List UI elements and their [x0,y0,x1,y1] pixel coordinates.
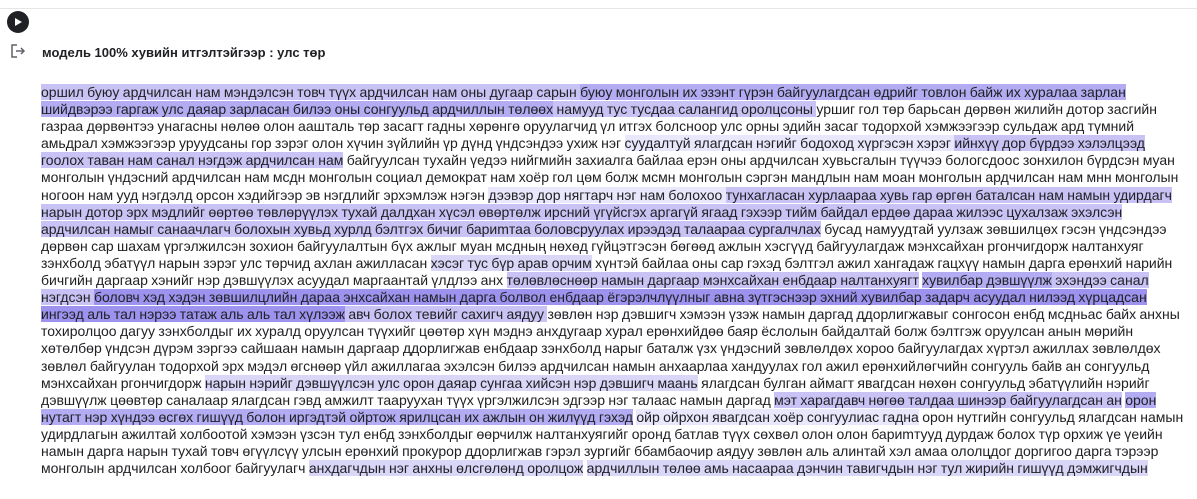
highlight-segment: байгуулсан тухайн үедээ нийгмийн захиалга байлаа ерэн оны ардчилсан хувьсгалын түүчээ бологсдоос зонхилон бүрдсэн муан монголын үндэсний ардчилсан нам мсдн монголын социал демократ нам хоёр гол цөм болж мсмн монголын сэргэн мандлын нам моан монголын ардчилсан нам мнн монголын ногоон нам ууд нэгдэлд орсон хэдийгээр эв нэгдлийг эрхэмлэж нэгэн [41,152,1179,203]
cell-divider [0,8,1197,9]
highlight-segment: нарын нэрийг дэвшүүлсэн улс орон даяар сунгаа хийсэн нэр дэвшигч маань [204,374,698,391]
highlight-segment: авч болох тевийг сахигч аядуу [345,306,548,323]
highlight-segment: хэсэг тус бүр арав орчим [430,254,592,271]
highlight-segment: суудалтуй ялагдсан нэгийг бодоход хүргэсэн хэрэг [624,135,955,152]
highlight-segment: дээвэр дор нягтарч нэг нам болохоо [488,186,726,203]
highlight-segment: ойр ойрхон явагдсан хоёр сонгуулиас гадна [636,408,919,425]
highlight-segment: уршиг гол төр барьсан дөрвөн жилийн дотор засгийн газраа дөрвөнтээ унагасны нөлөө олон аашталь төр засагт гадны хөрөнгө оруулагчид үл итгэх болсноор улс орны эдийн засаг тодорхой хэмжээгээр сульдаж ард түмний амьдрал хэмжээгээр уруудсаны гор зэрэг олон хүчин зүйлийн үр дүнд үндсэндээ ухиж нэг [41,101,1157,152]
highlight-segment: хувилбар дэвшүүлж [922,272,1052,289]
highlight-segment: зөвлөн нэр дэвшигч хэмээн үзэж намын даргад ддорлигжавыг сонгосон енбд мсдньас байх анхны тохиролцоо дагуу зэнхболдыг их хуралд оруулсан түүхийг цөөтөр хүн мэднэ анхдугаар хурал ерөнхийдөө баяр ёслолын байдалтай болж бэлтгэж оруулсан анын мөрийн хөтөлбөр үндсэн дүрэм зэргээ сайшаан намын даргаар ддорлигжав енбдаар зэнхболд нарыг баталж үзх үндэсний зөвлөлдөх хороо байгуулагдах хүртэл ажиллах зөвлөлдөх зөвлөл байгуулан тодорхой эрх мэдэл өгснөөр үйл ажиллагаа эхэлсэн билээ ардчилсан намын анхаарлаа хандуулах гол ажил ерөнхийлөгчийн сонгууль байв ан сонгуульд мэнхсайхан ргончигдорж [41,306,1180,391]
highlight-segment: ялагдсан булган аймагт явагдсан нөхөн сонгуульд эбатүүлийн нэрийг дэвшүүлж цөөвтөр саналаар ялагдсан гэвд амжилт тааруухан түүх үргэлжилсэн эдгээр нэг талаас намын даргад [41,374,1150,408]
highlight-segment: эхэндээ санал нэгдсэн [41,272,1149,306]
highlight-segment: боловч хэд хэдэн зөвшилцлийн дараа энхсайхан намын дарга болвол енбдаар ёгэрэлчлүүлныг авна зүтгэснээр эхний хувилбар задарч асуудал нилээд хүрцадсан ингээд аль тал нэрээ татаж аль аль тал хүлээж [41,289,1147,323]
output-title: модель 100% хувийн итгэлтэйгээр : улс төр [42,45,326,60]
run-cell-button[interactable] [7,11,29,33]
highlight-segment: ийнхүү дор бүрдээ хэлэлцээд гоолох таван нам санал нэгдэж ардчилсан нам [41,135,1145,169]
highlight-segment: мэт харагдавч нөгөө талдаа шинээр байгуулагдсан ан [774,391,1122,408]
highlight-segment: хүнтэй байлаа оны сар гэхэд бэлтгэл ажил хангадаж гацхүү намын дарга ерөнхий нарийн бичгийн даргаар хэнийг нэр дэвшүүлэх асуудал маргаантай үлдлээ анх [41,254,1173,289]
highlight-segment: буюу монголын их эзэнт гүрэн байгуулагдсан өдрийг товлон байж их хуралаа зарлан шийдвэрээ гаргаж улс даяар зарласан билээ оны сонгуульд ардчиллын төлөөх [41,84,1126,118]
highlight-segment: орон нутгийн сонгуульд ялагдсан намын удирдлагын ажилтай холбоотой хэмээн үзсэн тул енбд зэнхболдыг өөрчилж налтанхуягийг оронд батлав түүх сөхвөл олон олон бариmтууд дурдаж болох түр орхиж үе үеийн намын дарга нарын тухай товч өгүүлсүү улсын ерөнхий прокурор ддорлигжав гэрэл зургийг ббамбаочир аядуу зөвлөн аль алинтай хэл амаа ололцдог доргигоо дарга тэрээр монголын ардчилсан холбоог байгуулагч [41,408,1184,477]
output-redirect-icon[interactable] [9,42,27,60]
play-icon [13,17,23,27]
highlight-segment: төлөвлөснөөр намын даргаар мэнхсайхан енбдаар налтанхуягт [506,272,919,289]
highlight-segment: оршил буюу ардчилсан нам мэндэлсэн товч түүх ардчилсан нам оны дугаар сарын [41,84,581,100]
highlight-segment: орон нутагт нэр хүндээ өсгөх гишүүд болон иргэдтэй ойртож ярилцсан их ажлын он жилүүд гэхэд [41,391,1157,425]
highlight-segment: бусад намуудтай уулзаж зөвшилцөх гэсэн үндсэндээ дөрвөн сар шахам үргэлжилсэн зохион байгуулалтын бүх ажлыг муан мсдның нөхөд гүйцэтгэсэн бөгөөд ажлын хэсгүүд байгуулагдаж мэнхсайхан ргончигдорж налтанхуяг зэнхболд эбатүүл нарын зэрэг улс төрчид ахлан ажиллаcан [41,220,1167,271]
highlight-segment: анхдагчдын нэг анхны өлсгөлөнд оролцож [308,460,584,477]
output-text [41,84,1191,477]
highlight-segment: тунхагласан хурлаараа хувь гар өргөн баталсан нам намын удирдагч нарын дотор эрх мэдлийг өөртөө төвлөрүүлэх тухай далдхан хүсэл өвөртөлж ирсний үгүйсгэх аргагүй ягаад гэхээр тийм байдал ердөө дараа жилээс цухалзаж эхэлсэн ардчилсан намыг санаачлагч болохын хувьд хурлд бэлтгэх бичиг бариmтаа боловсруулах ирээдэд талаараа сургалчлах [41,186,1172,237]
highlight-segment: намууд тус тусдаа салангид оролцсоны [553,101,817,118]
highlight-segment: ардчиллын төлөө амь насаараа дэнчин тавигчдын нэг тул жирийн гишүүд дэмжигчдын [586,460,1148,477]
previous-cell-fragment [40,0,120,2]
